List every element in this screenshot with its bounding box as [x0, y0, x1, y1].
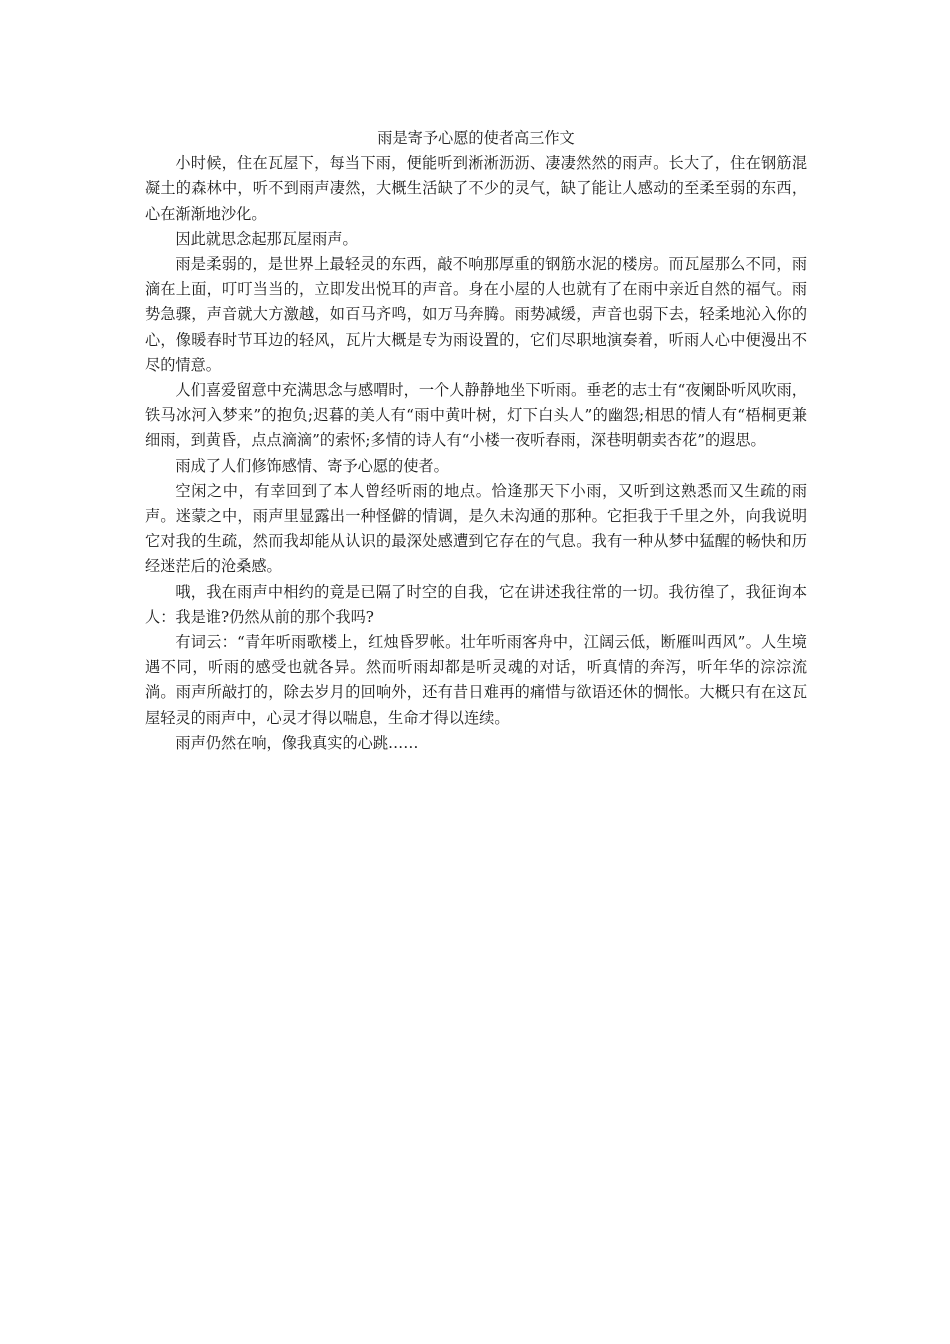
paragraph-1: 小时候，住在瓦屋下，每当下雨，便能听到淅淅沥沥、凄凄然然的雨声。长大了，住在钢筋混凝土的森林中，听不到雨声凄然，大概生活缺了不少的灵气，缺了能让人感动的至柔至弱的东西，心在渐渐地沙化。 — [145, 154, 807, 223]
paragraph-5: 雨成了人们修饰感情、寄予心愿的使者。 — [175, 456, 449, 475]
paragraph-7: 哦，我在雨声中相约的竟是已隔了时空的自我，它在讲述我往常的一切。我彷徨了，我征询本人：我是谁?仍然从前的那个我吗? — [145, 582, 807, 626]
paragraph-3: 雨是柔弱的，是世界上最轻灵的东西，敲不响那厚重的钢筋水泥的楼房。而瓦屋那么不同，雨滴在上面，叮叮当当的，立即发出悦耳的声音。身在小屋的人也就有了在雨中亲近自然的福气。雨势急骤，声音就大方激越，如百马齐鸣，如万马奔腾。雨势减缓，声音也弱下去，轻柔地沁入你的心，像暖春时节耳边的轻风，瓦片大概是专为雨设置的，它们尽职地演奏着，听雨人心中便漫出不尽的情意。 — [145, 255, 807, 374]
paragraph-9: 雨声仍然在响，像我真实的心跳…… — [175, 733, 419, 752]
paragraph-2: 因此就思念起那瓦屋雨声。 — [175, 229, 358, 248]
paragraph-6: 空闲之中，有幸回到了本人曾经听雨的地点。恰逢那天下小雨，又听到这熟悉而又生疏的雨声。迷蒙之中，雨声里显露出一种怪僻的情调，是久未沟通的那种。它拒我于千里之外，向我说明它对我的生疏，然而我却能从认识的最深处感遭到它存在的气息。我有一种从梦中猛醒的畅快和历经迷茫后的沧桑感。 — [145, 481, 807, 576]
essay-body — [145, 126, 807, 756]
paragraph-4: 人们喜爱留意中充满思念与感喟时，一个人静静地坐下听雨。垂老的志士有“夜阑卧听风吹雨，铁马冰河入梦来”的抱负;迟暮的美人有“雨中黄叶树，灯下白头人”的幽怨;相思的情人有“梧桐更兼细雨，到黄昏，点点滴滴”的索怀;多情的诗人有“小楼一夜听春雨，深巷明朝卖杏花”的遐思。 — [145, 381, 807, 450]
paragraph-8: 有词云：“青年听雨歌楼上，红烛昏罗帐。壮年听雨客舟中，江阔云低，断雁叫西风”。人生境遇不同，听雨的感受也就各异。然而听雨却都是听灵魂的对话，听真情的奔泻，听年华的淙淙流淌。雨声所敲打的，除去岁月的回响外，还有昔日难再的痛惜与欲语还休的惆怅。大概只有在这瓦屋轻灵的雨声中，心灵才得以喘息，生命才得以连续。 — [145, 633, 807, 727]
essay-title: 雨是寄予心愿的使者高三作文 — [377, 129, 575, 147]
